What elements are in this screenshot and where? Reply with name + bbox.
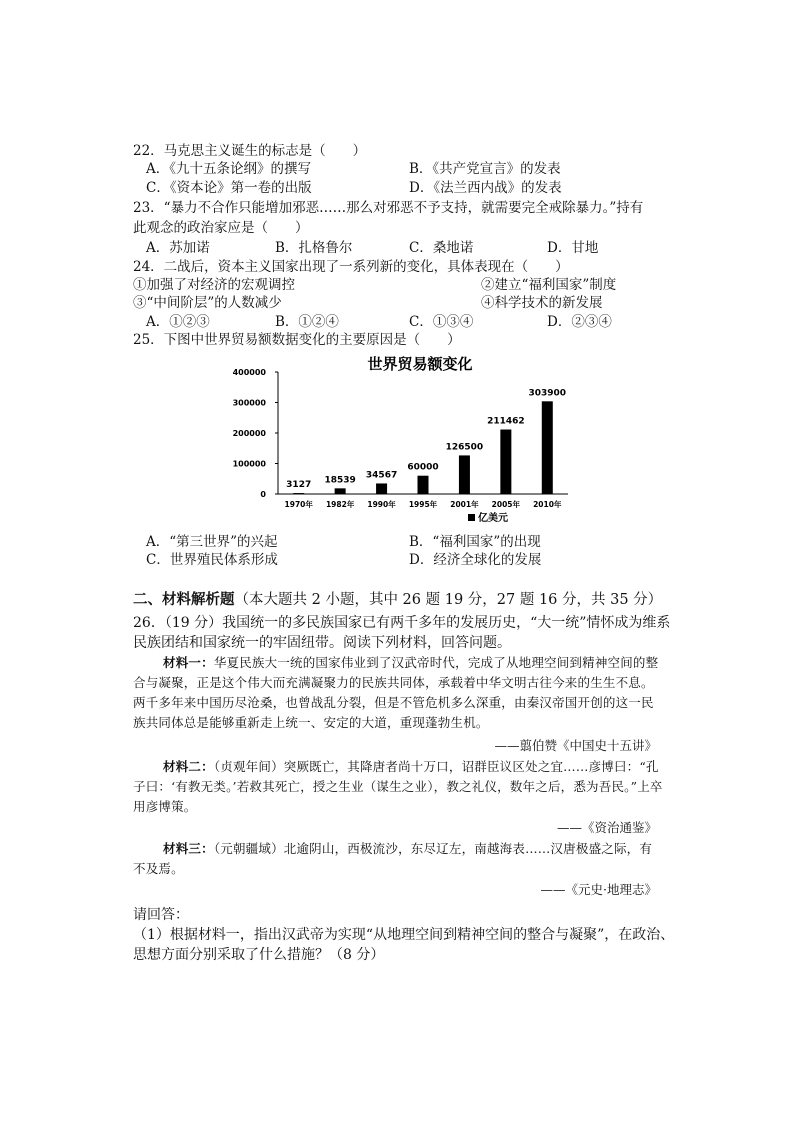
q24-item-3: ③“中间阶层”的人数减少 (133, 295, 282, 311)
section-2-title: 二、材料解析题 (133, 591, 235, 608)
material-3-text: （元朝疆域）北逾阴山，西极流沙，东尽辽左，南越海表……汉唐极盛之际，有不及焉。 (133, 841, 653, 876)
x-tick-label: 1970年 (284, 500, 313, 509)
q24-option-a[interactable]: A．①②③ (146, 314, 210, 330)
q24-stem: 24．二战后，资本主义国家出现了一系列新的变化，具体表现在（ ） (133, 259, 569, 275)
q24-item-2: ②建立“福利国家”制度 (481, 277, 617, 293)
material-3-label: 材料三： (163, 841, 214, 856)
q26-intro-line1: 26．（19 分）我国统一的多民族国家已有两千多年的发展历史，“大一统”情怀成为维系 (133, 615, 671, 631)
x-tick-label: 1990年 (367, 500, 396, 509)
answer-prompt: 请回答： (133, 907, 189, 923)
section-2-heading (133, 590, 662, 610)
bar (335, 488, 346, 494)
trade-volume-chart (220, 350, 580, 530)
bar-value-label: 126500 (445, 442, 484, 453)
material-1 (133, 653, 663, 733)
material-1-source: ——翦伯赞《中国史十五讲》 (494, 738, 657, 753)
bar (418, 476, 429, 494)
bar (459, 455, 470, 494)
bar (500, 430, 511, 494)
q24-option-d[interactable]: D．②③④ (547, 314, 612, 330)
q22-option-c[interactable]: C．《资本论》第一卷的出版 (146, 180, 312, 196)
x-tick-label: 1982年 (325, 500, 355, 509)
q26-intro-line2: 民族团结和国家统一的牢固纽带。阅读下列材料，回答问题。 (133, 635, 511, 651)
q23-option-b[interactable]: B．扎格鲁尔 (275, 240, 353, 256)
x-axis (278, 494, 568, 509)
section-2-note: （本大题共 2 小题，其中 26 题 19 分，27 题 16 分，共 35 分） (234, 592, 663, 608)
y-tick-label: 300000 (232, 398, 266, 408)
material-2-text: （贞观年间）突厥既亡，其降唐者尚十万口，诏群臣议区处之宜……彦博曰：“孔子曰：‘有教无类。’若救其死亡，授之生业（谋生之业），教之礼仪，数年之后，悉为吾民。”上卒用彦博策。 (133, 759, 663, 814)
y-tick-label: 100000 (232, 459, 266, 469)
bar (293, 493, 304, 494)
x-tick-label: 2010年 (533, 500, 562, 509)
q23-option-c[interactable]: C．桑地诺 (409, 240, 474, 256)
chart-legend (468, 511, 508, 524)
q23-stem-line1: 23．“暴力不合作只能增加邪恶……那么对邪恶不予支持，就需要完全戒除暴力。”持有 (133, 200, 644, 216)
x-tick-label: 2005年 (491, 500, 521, 509)
y-tick-label: 200000 (232, 429, 266, 438)
material-2-label: 材料二： (163, 759, 214, 774)
bar (376, 483, 387, 494)
chart-title: 世界贸易额变化 (367, 355, 473, 373)
bar-value-label: 34567 (365, 470, 398, 481)
x-tick-label: 1995年 (408, 500, 438, 509)
material-3 (133, 839, 663, 879)
material-2 (133, 757, 663, 817)
bar-value-label: 60000 (407, 462, 439, 473)
q23-option-d[interactable]: D．甘地 (547, 240, 599, 256)
q26-sub1-line2: 思想方面分别采取了什么措施？（8 分） (133, 947, 385, 963)
y-tick-label: 0 (260, 490, 266, 499)
material-2-source: ——《资治通鉴》 (556, 820, 657, 835)
bars (286, 388, 566, 494)
q26-sub1-line1: （1）根据材料一，指出汉武帝为实现“从地理空间到精神空间的整合与凝聚”，在政治、 (133, 927, 675, 943)
q22-option-d[interactable]: D．《法兰西内战》的发表 (409, 180, 562, 196)
q25-option-a[interactable]: A．“第三世界”的兴起 (146, 534, 278, 550)
q23-option-a[interactable]: A．苏加诺 (146, 240, 210, 256)
material-1-label: 材料一： (163, 655, 214, 670)
bar (542, 401, 553, 494)
q24-option-b[interactable]: B．①②④ (275, 314, 339, 330)
q25-stem: 25．下图中世界贸易额数据变化的主要原因是（ ） (133, 332, 461, 348)
y-axis (233, 368, 278, 499)
q24-option-c[interactable]: C．①③④ (409, 314, 474, 330)
q24-item-4: ④科学技术的新发展 (481, 295, 603, 311)
x-tick-label: 2001年 (450, 500, 479, 509)
q24-item-1: ①加强了对经济的宏观调控 (133, 277, 295, 293)
q25-option-b[interactable]: B．“福利国家”的出现 (409, 534, 541, 550)
legend-swatch (468, 514, 475, 521)
q25-option-c[interactable]: C．世界殖民体系形成 (146, 552, 278, 568)
bar-value-label: 211462 (487, 416, 525, 427)
q22-stem: 22．马克思主义诞生的标志是（ ） (133, 143, 367, 159)
q22-option-b[interactable]: B．《共产党宣言》的发表 (409, 161, 561, 177)
y-tick-label: 400000 (232, 368, 266, 377)
q23-stem-line2: 此观念的政治家应是（ ） (133, 220, 309, 236)
bar-value-label: 303900 (528, 388, 567, 399)
bar-value-label: 18539 (324, 475, 356, 486)
bar-value-label: 3127 (286, 480, 312, 491)
material-1-text: 华夏民族大一统的国家伟业到了汉武帝时代，完成了从地理空间到精神空间的整合与凝聚，正是这个伟大而充满凝聚力的民族共同体，承载着中华文明古往今来的生生不息。两千多年来中国历尽沧桑，也曾战乱分裂，但是不管危机多么深重，由秦汉帝国开创的这一民族共同体总是能够重新走上统一、安定的大道，重现蓬勃生机。 (133, 655, 659, 730)
material-3-source: ——《元史·地理志》 (540, 882, 657, 897)
q25-option-d[interactable]: D．经济全球化的发展 (409, 552, 542, 568)
q22-option-a[interactable]: A．《九十五条论纲》的撰写 (146, 161, 311, 177)
legend-label: 亿美元 (478, 513, 508, 524)
